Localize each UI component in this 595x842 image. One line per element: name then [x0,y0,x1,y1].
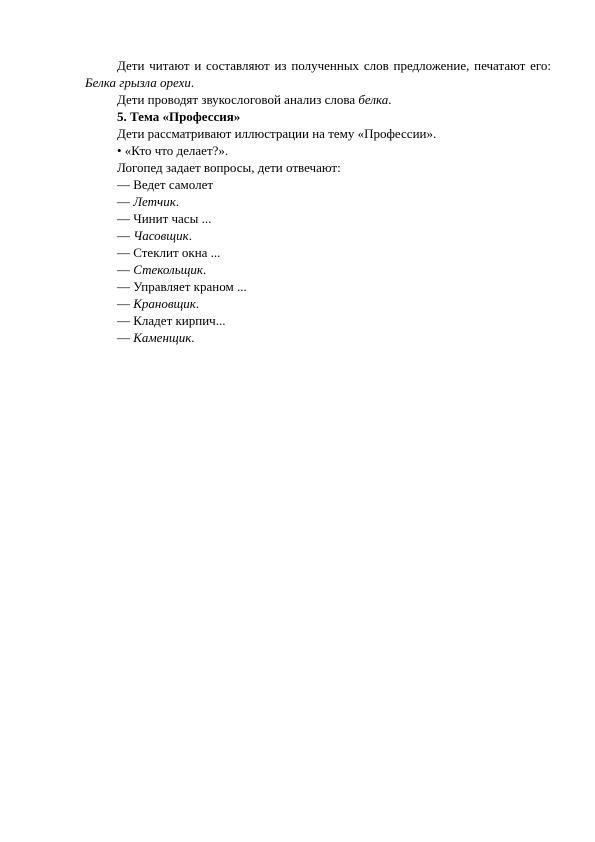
punctuation: . [203,262,207,277]
punctuation: . [175,194,180,209]
dialog-answer: Летчик [133,194,176,209]
dialog-line [117,329,551,346]
dialog-question: Управляет краном ... [133,279,247,294]
punctuation: . [195,296,200,311]
dialog-list [85,176,551,346]
section-heading: 5. Тема «Профессия» [117,109,241,124]
dialog-line [117,295,551,312]
dialog-dash: — [117,279,134,294]
dialog-dash: — [117,211,134,226]
dialog-dash: — [117,262,134,277]
dialog-line [117,210,551,227]
dialog-answer: Крановщик [133,296,196,311]
paragraph-illustrations: Дети рассматривают иллюстрации на тему «Профессии». [117,126,437,141]
dialog-dash: — [117,194,134,209]
dialog-answer: Часовщик [133,228,189,243]
dialog-dash: — [117,330,134,345]
dialog-dash: — [117,313,134,328]
dialog-answer: Каменщик [133,330,192,345]
dialog-line [117,227,551,244]
dialog-question: Стеклит окна ... [133,245,221,260]
dialog-line [117,278,551,295]
dialog-question: Ведет самолет [133,177,214,192]
dialog-dash: — [117,177,134,192]
dialog-answer: Стекольщик [133,262,204,277]
paragraph-text: Дети проводят звукослоговой анализ слова [117,92,359,107]
punctuation: . [190,75,195,90]
dialog-question: Чинит часы ... [133,211,212,226]
dialog-line [117,312,551,329]
paragraph-questions: Логопед задает вопросы, дети отвечают: [117,160,341,175]
punctuation: . [388,92,392,107]
dialog-line [117,176,551,193]
dialog-dash: — [117,296,134,311]
dialog-line [117,193,551,210]
document-body [85,57,551,346]
paragraph-text: Дети читают и составляют из полученных слов предложение, печатают его: [117,58,551,73]
dialog-line [117,261,551,278]
dialog-line [117,244,551,261]
paragraph-analysis [117,91,551,108]
dialog-question: Кладет кирпич... [133,313,226,328]
paragraph-reading [85,57,551,91]
example-sentence: Белка грызла орехи [85,75,191,90]
punctuation: . [188,228,192,243]
dialog-dash: — [117,245,134,260]
game-title: • «Кто что делает?». [117,143,229,158]
dialog-dash: — [117,228,134,243]
punctuation: . [191,330,195,345]
example-word: белка [358,92,389,107]
